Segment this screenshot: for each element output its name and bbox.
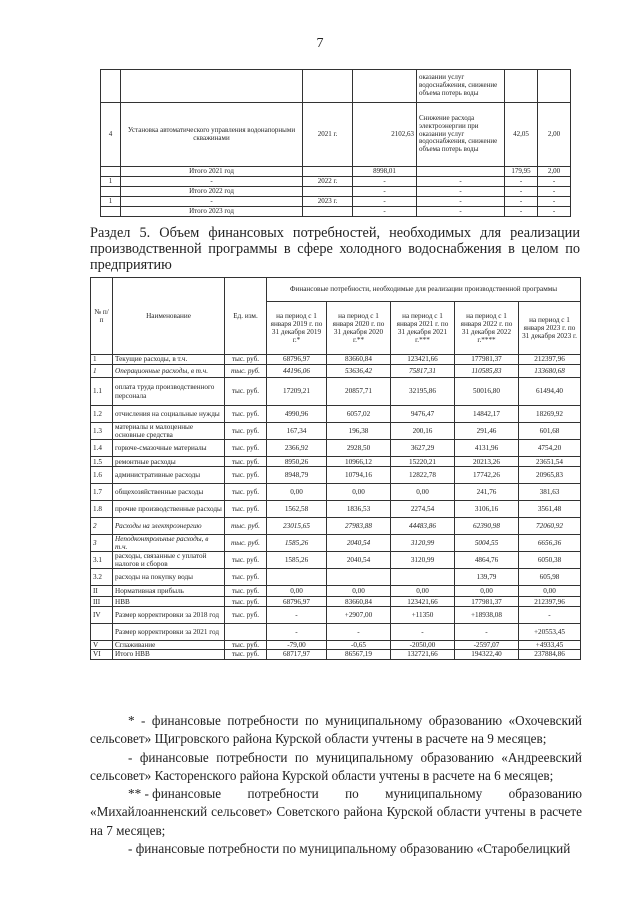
row-number: 1.6 xyxy=(91,467,113,484)
row-number: 1.5 xyxy=(91,457,113,467)
value-cell: 53636,42 xyxy=(327,365,391,378)
row-name: Размер корректировки за 2018 год xyxy=(113,607,225,624)
table-row xyxy=(91,467,581,484)
table-row xyxy=(101,103,571,167)
table-header-row xyxy=(91,278,581,302)
unit-cell: тыс. руб. xyxy=(225,607,267,624)
row-number: 4 xyxy=(101,103,121,167)
row-number: 1.8 xyxy=(91,501,113,518)
value-cell: - xyxy=(538,197,571,207)
value-cell: 177981,37 xyxy=(455,355,519,365)
value-cell: 17742,26 xyxy=(455,467,519,484)
value-cell: 68796,97 xyxy=(267,597,327,607)
table-row xyxy=(91,552,581,569)
footnote: - финансовые потребности по муниципальному образованию «Андреевский сельсовет» Касторенского района Курской области учтены в расчете на 6 месяцев; xyxy=(90,749,582,783)
value-cell: 3120,99 xyxy=(391,535,455,552)
value-cell: 8950,26 xyxy=(267,457,327,467)
value-cell: 3561,48 xyxy=(519,501,581,518)
row-name: горюче-смазочные материалы xyxy=(113,440,225,457)
col-header-period: на период с 1 января 2021 г. по 31 декабря 2021 г.*** xyxy=(391,302,455,355)
value-cell: - xyxy=(505,207,538,217)
value-cell: 8948,79 xyxy=(267,467,327,484)
value-cell: - xyxy=(267,607,327,624)
value-cell: 32195,86 xyxy=(391,378,455,406)
value-cell: - xyxy=(455,624,519,641)
value-cell: 4754,20 xyxy=(519,440,581,457)
row-name: ремонтные расходы xyxy=(113,457,225,467)
effect-cell: Снижение расхода электроэнергии при оказании услуг водоснабжения, снижение объема потерь воды xyxy=(417,103,505,167)
table-row xyxy=(91,355,581,365)
value-cell: 4990,96 xyxy=(267,406,327,423)
row-number: V xyxy=(91,641,113,650)
table-row xyxy=(91,423,581,440)
value-cell: 42,05 xyxy=(505,103,538,167)
value-cell: 3627,29 xyxy=(391,440,455,457)
measure-name: - xyxy=(121,197,303,207)
value-cell: 1836,53 xyxy=(327,501,391,518)
table-row xyxy=(101,197,571,207)
value-cell: 123421,66 xyxy=(391,355,455,365)
value-cell: - xyxy=(538,177,571,187)
value-cell: 1585,26 xyxy=(267,552,327,569)
value-cell: 2928,50 xyxy=(327,440,391,457)
value-cell: 2040,54 xyxy=(327,535,391,552)
amount-cell: - xyxy=(353,197,417,207)
row-number: 2 xyxy=(91,518,113,535)
table-row xyxy=(101,167,571,177)
value-cell: 2,00 xyxy=(538,167,571,177)
value-cell: 44483,86 xyxy=(391,518,455,535)
row-number: IV xyxy=(91,607,113,624)
value-cell: 605,98 xyxy=(519,569,581,586)
page-number: 7 xyxy=(316,36,324,51)
value-cell: 212397,96 xyxy=(519,597,581,607)
total-label: Итого 2022 год xyxy=(121,187,303,197)
value-cell: 241,76 xyxy=(455,484,519,501)
row-number: 3.1 xyxy=(91,552,113,569)
value-cell: 68717,97 xyxy=(267,650,327,659)
effect-cell: - xyxy=(417,187,505,197)
col-header-unit: Ед. изм. xyxy=(225,278,267,355)
amount-cell: - xyxy=(353,177,417,187)
value-cell: 0,00 xyxy=(519,586,581,597)
value-cell: 20965,83 xyxy=(519,467,581,484)
row-number: 3.2 xyxy=(91,569,113,586)
value-cell: 2,00 xyxy=(538,103,571,167)
value-cell: 0,00 xyxy=(327,484,391,501)
value-cell: - xyxy=(505,177,538,187)
value-cell: 0,00 xyxy=(455,586,519,597)
value-cell: 0,00 xyxy=(267,484,327,501)
total-label: Итого 2023 год xyxy=(121,207,303,217)
table-row xyxy=(91,365,581,378)
value-cell: 6050,38 xyxy=(519,552,581,569)
value-cell: 291,46 xyxy=(455,423,519,440)
value-cell: 14842,17 xyxy=(455,406,519,423)
value-cell: 6656,36 xyxy=(519,535,581,552)
footnote-word: муниципальному xyxy=(385,786,483,802)
unit-cell: тыс. руб. xyxy=(225,457,267,467)
unit-cell: тыс. руб. xyxy=(225,597,267,607)
value-cell: 10794,16 xyxy=(327,467,391,484)
value-cell: 83660,84 xyxy=(327,597,391,607)
row-name: расходы, связанные с уплатой налогов и сборов xyxy=(113,552,225,569)
value-cell: 50016,80 xyxy=(455,378,519,406)
row-name: Расходы на электроэнергию xyxy=(113,518,225,535)
col-header-period: на период с 1 января 2023 г. по 31 декабря 2023 г. xyxy=(519,302,581,355)
table-row xyxy=(91,518,581,535)
value-cell: 44196,06 xyxy=(267,365,327,378)
footnote-word: по xyxy=(345,786,359,802)
amount-cell: - xyxy=(353,207,417,217)
unit-cell: тыс. руб. xyxy=(225,378,267,406)
value-cell: 6057,02 xyxy=(327,406,391,423)
value-cell: 110585,83 xyxy=(455,365,519,378)
amount-cell: 8998,01 xyxy=(353,167,417,177)
row-number: III xyxy=(91,597,113,607)
unit-cell: тыс. руб. xyxy=(225,484,267,501)
unit-cell: тыс. руб. xyxy=(225,569,267,586)
value-cell: 10966,12 xyxy=(327,457,391,467)
row-number: 1.1 xyxy=(91,378,113,406)
row-name: оплата труда производственного персонала xyxy=(113,378,225,406)
row-name: отчисления на социальные нужды xyxy=(113,406,225,423)
measure-name: - xyxy=(121,177,303,187)
row-number: VI xyxy=(91,650,113,659)
unit-cell: тыс. руб. xyxy=(225,355,267,365)
value-cell: -2597,07 xyxy=(455,641,519,650)
row-name: административные расходы xyxy=(113,467,225,484)
value-cell: 23651,54 xyxy=(519,457,581,467)
footnotes xyxy=(90,712,582,858)
unit-cell: тыс. руб. xyxy=(225,467,267,484)
value-cell: 132721,66 xyxy=(391,650,455,659)
table-row xyxy=(101,70,571,103)
table-row xyxy=(91,406,581,423)
value-cell: 179,95 xyxy=(505,167,538,177)
value-cell: 194322,40 xyxy=(455,650,519,659)
unit-cell: тыс. руб. xyxy=(225,501,267,518)
value-cell: 167,34 xyxy=(267,423,327,440)
unit-cell: тыс. руб. xyxy=(225,406,267,423)
row-name: Неподконтрольные расходы, в т.ч. xyxy=(113,535,225,552)
row-name: Итого НВВ xyxy=(113,650,225,659)
value-cell: 2274,54 xyxy=(391,501,455,518)
col-header-period: на период с 1 января 2022 г. по 31 декабря 2022 г.**** xyxy=(455,302,519,355)
value-cell: 177981,37 xyxy=(455,597,519,607)
unit-cell: тыс. руб. xyxy=(225,365,267,378)
unit-cell: тыс. руб. xyxy=(225,586,267,597)
value-cell: 381,63 xyxy=(519,484,581,501)
value-cell: 2366,92 xyxy=(267,440,327,457)
row-number: 1 xyxy=(91,355,113,365)
unit-cell: тыс. руб. xyxy=(225,535,267,552)
financial-needs-table xyxy=(90,277,581,660)
year-cell: 2022 г. xyxy=(303,177,353,187)
row-number xyxy=(91,624,113,641)
row-number: 1.7 xyxy=(91,484,113,501)
year-cell: 2021 г. xyxy=(303,103,353,167)
table-row xyxy=(101,177,571,187)
value-cell xyxy=(267,569,327,586)
row-number: 1 xyxy=(91,365,113,378)
value-cell: 75817,31 xyxy=(391,365,455,378)
row-number: II xyxy=(91,586,113,597)
value-cell: +2907,00 xyxy=(327,607,391,624)
footnote-word: ** - финансовые xyxy=(128,786,222,802)
unit-cell: тыс. руб. xyxy=(225,518,267,535)
value-cell: 133680,68 xyxy=(519,365,581,378)
value-cell: 20213,26 xyxy=(455,457,519,467)
value-cell: 27983,88 xyxy=(327,518,391,535)
unit-cell xyxy=(225,624,267,641)
effect-cell: - xyxy=(417,207,505,217)
value-cell xyxy=(391,569,455,586)
row-number: 1 xyxy=(101,177,121,187)
value-cell: 200,16 xyxy=(391,423,455,440)
footnote: «Михайлоанненский сельсовет» Советского района Курской области учтены в расчете на 7 месяцев; xyxy=(90,804,582,838)
table-row xyxy=(91,641,581,650)
value-cell: +11350 xyxy=(391,607,455,624)
value-cell: 0,00 xyxy=(391,586,455,597)
row-name: НВВ xyxy=(113,597,225,607)
footnote-word: потребности xyxy=(247,786,319,802)
value-cell: - xyxy=(327,624,391,641)
table-row xyxy=(91,440,581,457)
value-cell: -79,00 xyxy=(267,641,327,650)
row-name: Сглаживание xyxy=(113,641,225,650)
value-cell: - xyxy=(267,624,327,641)
value-cell: 18269,92 xyxy=(519,406,581,423)
table-row xyxy=(91,501,581,518)
value-cell: 1585,26 xyxy=(267,535,327,552)
value-cell: - xyxy=(505,197,538,207)
total-label: Итого 2021 год xyxy=(121,167,303,177)
measures-table xyxy=(100,69,571,217)
table-row xyxy=(91,586,581,597)
value-cell: - xyxy=(538,187,571,197)
value-cell: 212397,96 xyxy=(519,355,581,365)
table-row xyxy=(101,207,571,217)
value-cell: 139,79 xyxy=(455,569,519,586)
value-cell: - xyxy=(519,607,581,624)
row-name: прочие производственные расходы xyxy=(113,501,225,518)
row-name: расходы на покупку воды xyxy=(113,569,225,586)
value-cell xyxy=(327,569,391,586)
value-cell: 0,00 xyxy=(391,484,455,501)
unit-cell: тыс. руб. xyxy=(225,641,267,650)
table-row xyxy=(91,569,581,586)
col-header-period: на период с 1 января 2020 г. по 31 декабря 2020 г.** xyxy=(327,302,391,355)
amount-cell: 2102,63 xyxy=(353,103,417,167)
amount-cell: - xyxy=(353,187,417,197)
footnote-line xyxy=(90,785,582,803)
value-cell: 86567,19 xyxy=(327,650,391,659)
unit-cell: тыс. руб. xyxy=(225,650,267,659)
row-number: 1.3 xyxy=(91,423,113,440)
row-number: 1.4 xyxy=(91,440,113,457)
footnote: - финансовые потребности по муниципальному образованию «Старобелицкий xyxy=(128,841,571,857)
row-name: Нормативная прибыль xyxy=(113,586,225,597)
value-cell: 62390,98 xyxy=(455,518,519,535)
value-cell: 12822,78 xyxy=(391,467,455,484)
value-cell: 3106,16 xyxy=(455,501,519,518)
effect-cell: оказании услуг водоснабжения, снижение объема потерь воды xyxy=(417,70,505,103)
value-cell: 72060,92 xyxy=(519,518,581,535)
value-cell: 15220,21 xyxy=(391,457,455,467)
value-cell: 20857,71 xyxy=(327,378,391,406)
unit-cell: тыс. руб. xyxy=(225,423,267,440)
table-row xyxy=(91,378,581,406)
value-cell: 237884,86 xyxy=(519,650,581,659)
table-row xyxy=(91,457,581,467)
col-header-period: на период с 1 января 2019 г. по 31 декабря 2019 г.* xyxy=(267,302,327,355)
footnote: * - финансовые потребности по муниципальному образованию «Охочевский сельсовет» Щигровского района Курской области учтены в расчете на 9 месяцев; xyxy=(90,713,582,747)
value-cell: 196,38 xyxy=(327,423,391,440)
value-cell: 4864,76 xyxy=(455,552,519,569)
col-header-group: Финансовые потребности, необходимые для реализации производственной программы xyxy=(267,278,581,302)
table-row xyxy=(91,624,581,641)
value-cell: 5004,55 xyxy=(455,535,519,552)
effect-cell: - xyxy=(417,177,505,187)
unit-cell: тыс. руб. xyxy=(225,552,267,569)
value-cell: 61494,40 xyxy=(519,378,581,406)
value-cell: -2050,00 xyxy=(391,641,455,650)
value-cell: 23015,65 xyxy=(267,518,327,535)
measure-name: Установка автоматического управления водонапорными скважинами xyxy=(121,103,303,167)
row-name: Размер корректировки за 2021 год xyxy=(113,624,225,641)
value-cell: +20553,45 xyxy=(519,624,581,641)
row-name: материалы и малоценные основные средства xyxy=(113,423,225,440)
table-row xyxy=(91,597,581,607)
section-heading: Раздел 5. Объем финансовых потребностей, необходимых для реализации производственной программы в сфере холодного водоснабжения в целом по предприятию xyxy=(90,225,580,273)
value-cell: - xyxy=(505,187,538,197)
value-cell: - xyxy=(391,624,455,641)
value-cell: +4933,45 xyxy=(519,641,581,650)
effect-cell: - xyxy=(417,197,505,207)
footnote-word: образованию xyxy=(508,786,582,802)
value-cell: +18938,08 xyxy=(455,607,519,624)
value-cell: 2040,54 xyxy=(327,552,391,569)
value-cell: 83660,84 xyxy=(327,355,391,365)
table-row xyxy=(91,607,581,624)
value-cell: 68796,97 xyxy=(267,355,327,365)
table-row xyxy=(91,535,581,552)
row-name: общехозяйственные расходы xyxy=(113,484,225,501)
row-number: 1.2 xyxy=(91,406,113,423)
table-row xyxy=(91,650,581,659)
row-number: 3 xyxy=(91,535,113,552)
value-cell: -0,65 xyxy=(327,641,391,650)
col-header-name: Наименование xyxy=(113,278,225,355)
year-cell: 2023 г. xyxy=(303,197,353,207)
row-number: 1 xyxy=(101,197,121,207)
row-name: Операционные расходы, в т.ч. xyxy=(113,365,225,378)
value-cell: 17209,21 xyxy=(267,378,327,406)
value-cell: 123421,66 xyxy=(391,597,455,607)
value-cell: 9476,47 xyxy=(391,406,455,423)
row-name: Текущие расходы, в т.ч. xyxy=(113,355,225,365)
col-header-number: № п/п xyxy=(91,278,113,355)
value-cell: 0,00 xyxy=(267,586,327,597)
value-cell: 4131,96 xyxy=(455,440,519,457)
value-cell: 1562,58 xyxy=(267,501,327,518)
value-cell: 3120,99 xyxy=(391,552,455,569)
value-cell: 601,68 xyxy=(519,423,581,440)
table-row xyxy=(91,484,581,501)
value-cell: - xyxy=(538,207,571,217)
value-cell: 0,00 xyxy=(327,586,391,597)
unit-cell: тыс. руб. xyxy=(225,440,267,457)
table-row xyxy=(101,187,571,197)
